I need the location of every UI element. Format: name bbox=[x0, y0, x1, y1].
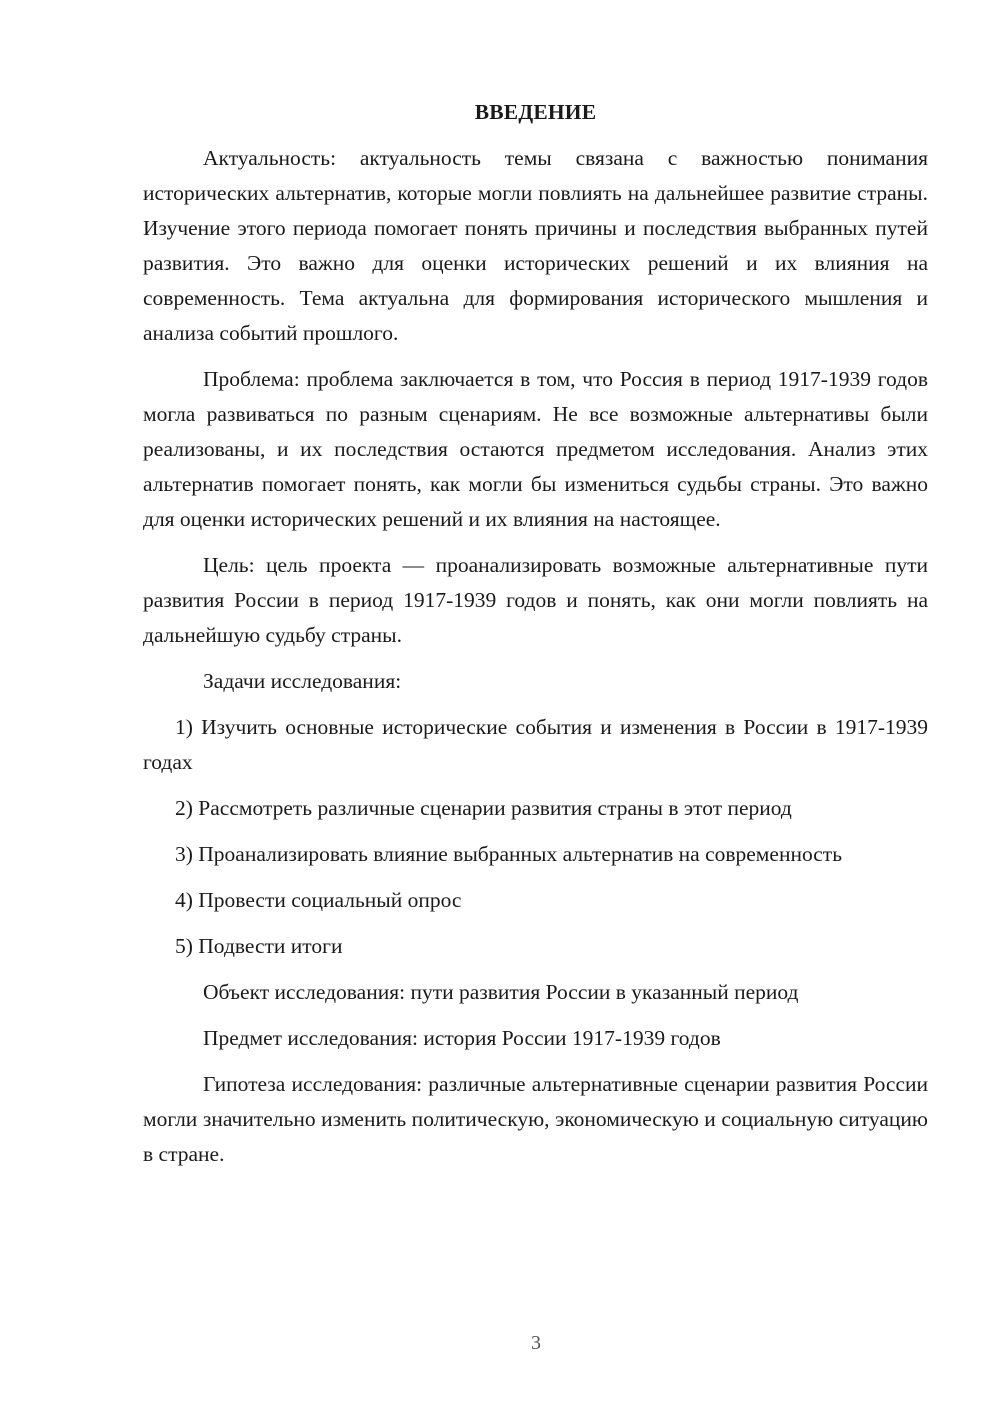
tasks-heading: Задачи исследования: bbox=[203, 669, 402, 693]
task-item: 2) Рассмотреть различные сценарии развития страны в этот период bbox=[175, 796, 792, 820]
hypothesis-paragraph: Гипотеза исследования: различные альтернативные сценарии развития России могли значительно изменить политическую, экономическую и социальную ситуацию в стране. bbox=[143, 1072, 928, 1166]
goal-paragraph: Цель: цель проекта — проанализировать возможные альтернативные пути развития России в период 1917-1939 годов и понять, как они могли повлиять на дальнейшую судьбу страны. bbox=[143, 553, 928, 647]
task-item: 4) Провести социальный опрос bbox=[175, 888, 462, 912]
task-item: 5) Подвести итоги bbox=[175, 934, 343, 958]
research-subject: Предмет исследования: история России 1917-1939 годов bbox=[203, 1026, 721, 1050]
relevance-paragraph: Актуальность: актуальность темы связана с важностью понимания исторических альтернатив, которые могли повлиять на дальнейшее развитие страны. Изучение этого периода помогает понять причины и последствия выбранных путей развития. Это важно для оценки исторических решений и их влияния на современность. Тема актуальна для формирования исторического мышления и анализа событий прошлого. bbox=[143, 146, 928, 345]
page-content bbox=[143, 95, 928, 1183]
research-object: Объект исследования: пути развития России в указанный период bbox=[203, 980, 799, 1004]
task-item: 1) Изучить основные исторические события и изменения в России в 1917-1939 годах bbox=[143, 715, 928, 774]
page-number: 3 bbox=[531, 1332, 541, 1354]
problem-paragraph: Проблема: проблема заключается в том, что Россия в период 1917-1939 годов могла развиваться по разным сценариям. Не все возможные альтернативы были реализованы, и их последствия остаются предметом исследования. Анализ этих альтернатив помогает понять, как могли бы измениться судьбы страны. Это важно для оценки исторических решений и их влияния на настоящее. bbox=[143, 367, 928, 531]
task-item: 3) Проанализировать влияние выбранных альтернатив на современность bbox=[175, 842, 842, 866]
section-title: ВВЕДЕНИЕ bbox=[474, 100, 597, 124]
